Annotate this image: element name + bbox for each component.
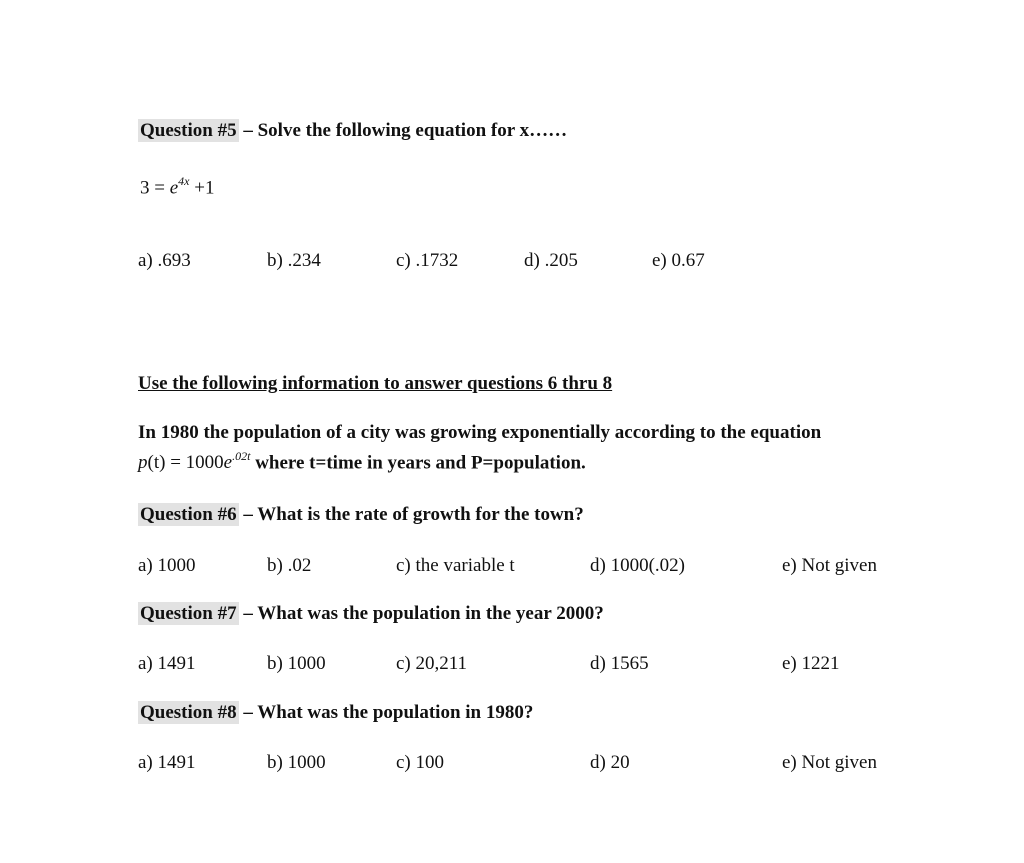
equation-rhs: +1 — [189, 177, 215, 199]
q8-option-b[interactable]: b) 1000 — [267, 752, 326, 773]
formula-p: p — [138, 452, 148, 474]
q7-option-c[interactable]: c) 20,211 — [396, 653, 468, 674]
formula-eq: = 1000 — [165, 452, 224, 474]
q7-option-b[interactable]: b) 1000 — [267, 653, 326, 674]
info-line-2-rest: where t=time in years and P=population. — [250, 452, 586, 474]
question-8-label: Question #8 — [140, 702, 237, 723]
q6-option-d[interactable]: d) 1000(.02) — [590, 555, 685, 576]
population-formula — [138, 449, 251, 474]
question-7-title — [138, 603, 604, 625]
info-heading: Use the following information to answer questions 6 thru 8 — [138, 373, 613, 394]
question-5-title — [138, 120, 567, 142]
q5-option-d[interactable]: d) .205 — [524, 250, 578, 271]
question-8-prompt: – What was the population in 1980? — [238, 702, 534, 723]
q7-option-d[interactable]: d) 1565 — [590, 653, 649, 674]
q7-option-e[interactable]: e) 1221 — [782, 653, 840, 674]
info-line-1: In 1980 the population of a city was growing exponentially according to the equation — [138, 422, 822, 443]
equation-base: e — [169, 177, 179, 199]
formula-t: (t) — [147, 452, 166, 474]
equation-lhs: 3 = — [140, 177, 170, 199]
q6-option-b[interactable]: b) .02 — [267, 555, 312, 576]
q5-option-a[interactable]: a) .693 — [138, 250, 191, 271]
q6-option-a[interactable]: a) 1000 — [138, 555, 196, 576]
formula-base: e — [223, 452, 233, 474]
q8-option-e[interactable]: e) Not given — [782, 752, 877, 773]
question-7-label: Question #7 — [140, 603, 237, 624]
q8-option-d[interactable]: d) 20 — [590, 752, 630, 773]
q8-option-c[interactable]: c) 100 — [396, 752, 445, 773]
info-line-2 — [138, 450, 586, 474]
question-7-prompt: – What was the population in the year 2000? — [238, 603, 604, 624]
question-6-title — [138, 504, 584, 526]
question-6-prompt: – What is the rate of growth for the town? — [238, 504, 584, 525]
question-5-label: Question #5 — [140, 120, 237, 141]
q5-option-b[interactable]: b) .234 — [267, 250, 321, 271]
q6-option-e[interactable]: e) Not given — [782, 555, 877, 576]
q5-option-c[interactable]: c) .1732 — [396, 250, 459, 271]
formula-exponent: .02t — [232, 449, 251, 463]
equation-exponent: 4x — [178, 174, 190, 188]
question-5-equation — [140, 175, 214, 199]
q5-option-e[interactable]: e) 0.67 — [652, 250, 705, 271]
q7-option-a[interactable]: a) 1491 — [138, 653, 196, 674]
q6-option-c[interactable]: c) the variable t — [396, 555, 515, 576]
question-8-title — [138, 702, 533, 724]
question-5-prompt: – Solve the following equation for x…… — [238, 120, 568, 141]
question-6-label: Question #6 — [140, 504, 237, 525]
q8-option-a[interactable]: a) 1491 — [138, 752, 196, 773]
